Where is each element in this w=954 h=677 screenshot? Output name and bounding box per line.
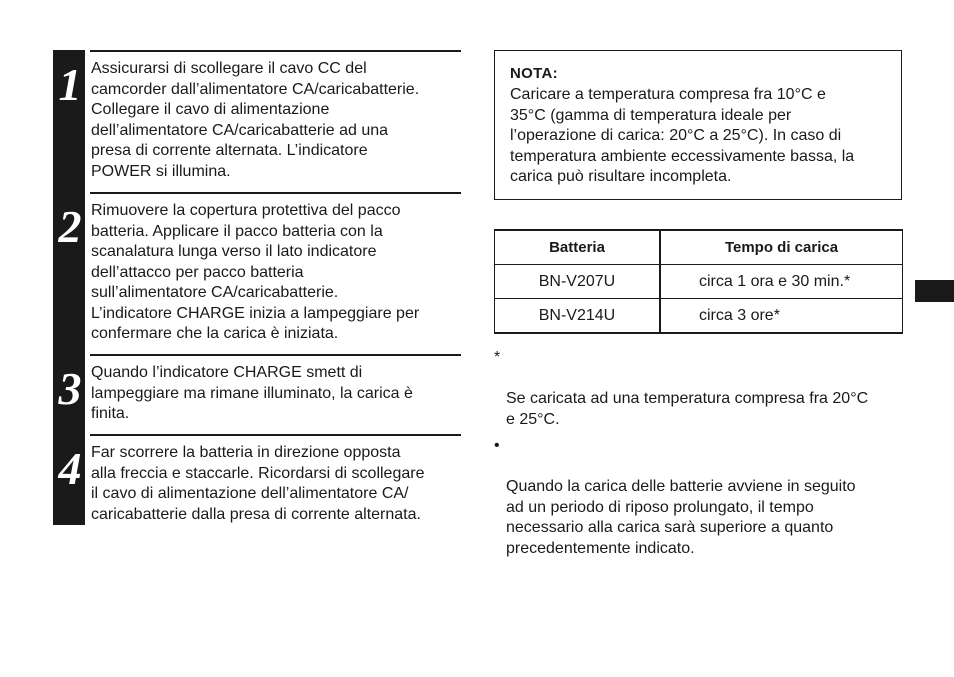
table-header-row <box>495 230 903 265</box>
step-number: 1 <box>58 59 82 110</box>
step-text: Rimuovere la copertura protettiva del pacco batteria. Applicare il pacco batteria con la scanalatura lunga verso il lato indicatore dell’attacco per pacco batteria sull’alimentatore CA/caricabatterie. L’indicatore CHARGE inizia a lampeggiare per confermare che la carica è iniziata. <box>91 202 420 342</box>
table-cell-battery: BN-V207U <box>495 265 661 299</box>
table-cell-battery: BN-V214U <box>495 299 661 334</box>
nota-box <box>494 50 902 200</box>
step-text: Quando l’indicatore CHARGE smett di lampeggiare ma rimane illuminato, la carica è finita. <box>91 364 413 422</box>
table-cell-charge-time: circa 1 ora e 30 min.* <box>660 265 903 299</box>
table-row <box>495 299 903 334</box>
nota-title: NOTA: <box>510 65 558 82</box>
footnote-text: Quando la carica delle batterie avviene in seguito ad un periodo di riposo prolungato, il tempo necessario alla carica sarà superiore a quanto precedentemente indicato. <box>506 478 856 557</box>
table-row <box>495 265 903 299</box>
step-number: 2 <box>58 201 82 252</box>
bullet-mark: • <box>494 437 500 454</box>
footnotes <box>494 348 914 559</box>
step-number: 3 <box>58 363 82 414</box>
step-divider <box>90 50 461 52</box>
step-divider <box>90 434 461 436</box>
footnote-asterisk <box>494 348 914 430</box>
nota-body: Caricare a temperatura compresa fra 10°C e 35°C (gamma di temperatura ideale per l’operazione di carica: 20°C a 25°C). In caso di temperatura ambiente eccessivamente bassa, la carica può risultare incompleta. <box>510 86 855 185</box>
table-header-battery: Batteria <box>495 230 661 265</box>
charge-time-table <box>494 229 903 334</box>
step-text: Assicurarsi di scollegare il cavo CC del camcorder dall’alimentatore CA/caricabatterie. Collegare il cavo di alimentazione dell’alimentatore CA/caricabatterie ad una presa di corrente alternata. L’indicatore POWER si illumina. <box>91 60 420 180</box>
step-divider <box>90 354 461 356</box>
asterisk-mark: * <box>494 349 501 366</box>
step-divider <box>90 192 461 194</box>
section-tab-marker <box>915 280 954 302</box>
footnote-text: Se caricata ad una temperatura compresa fra 20°C e 25°C. <box>506 390 869 428</box>
step-number: 4 <box>58 443 82 494</box>
table-cell-charge-time: circa 3 ore* <box>660 299 903 334</box>
footnote-bullet <box>494 436 914 559</box>
table-header-charge-time: Tempo di carica <box>660 230 903 265</box>
step-text: Far scorrere la batteria in direzione opposta alla freccia e staccarle. Ricordarsi di scollegare il cavo di alimentazione dell’alimentatore CA/ caricabatterie dalla presa di corrente alternata. <box>91 444 425 523</box>
